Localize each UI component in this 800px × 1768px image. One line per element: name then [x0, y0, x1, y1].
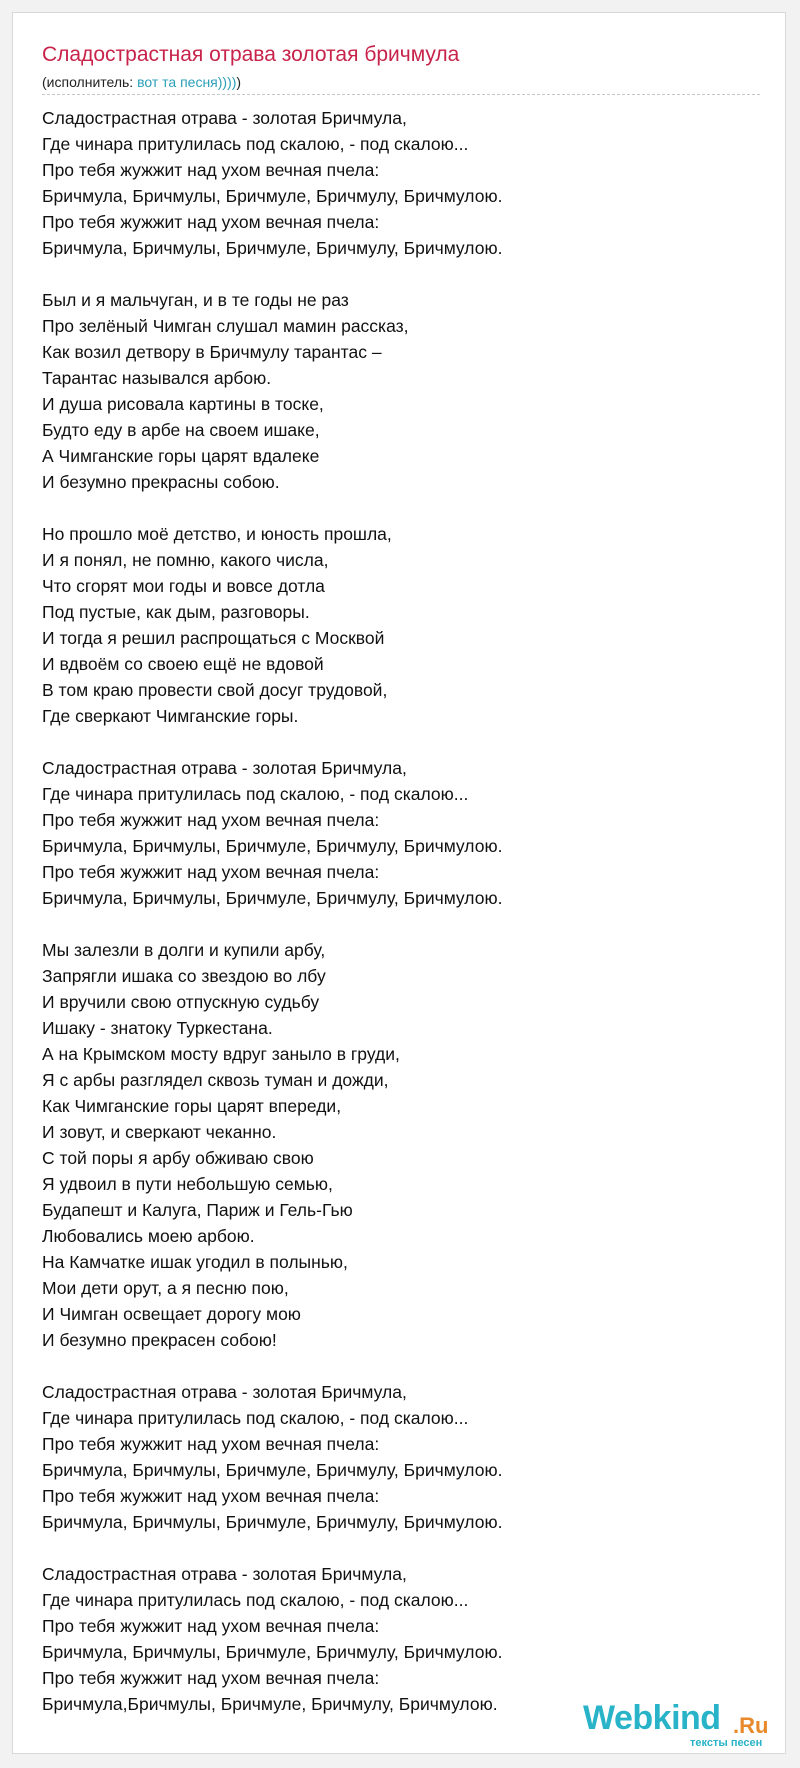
lyric-line: И я понял, не помню, какого числа, [42, 550, 329, 570]
lyric-line: Под пустые, как дым, разговоры. [42, 602, 310, 622]
lyric-line: Но прошло моё детство, и юность прошла, [42, 524, 392, 544]
lyric-line: И вручили свою отпускную судьбу [42, 992, 320, 1012]
lyric-line: Где чинара притулилась под скалою, - под скалою... [42, 1590, 469, 1610]
lyric-line: Бричмула,Бричмулы, Бричмуле, Бричмулу, Бричмулою. [42, 1694, 498, 1714]
lyrics-text [42, 105, 772, 1717]
dashed-divider [42, 94, 760, 95]
lyric-line: В том краю провести свой досуг трудовой, [42, 680, 388, 700]
lyric-line: Был и я мальчуган, и в те годы не раз [42, 290, 349, 310]
lyric-line: Где сверкают Чимганские горы. [42, 706, 299, 726]
lyric-line: Сладострастная отрава - золотая Бричмула, [42, 758, 407, 778]
lyric-line: Про тебя жужжит над ухом вечная пчела: [42, 862, 380, 882]
lyric-line: Бричмула, Бричмулы, Бричмуле, Бричмулу, Бричмулою. [42, 186, 503, 206]
lyric-line: Я удвоил в пути небольшую семью, [42, 1174, 333, 1194]
lyric-line: Про тебя жужжит над ухом вечная пчела: [42, 1668, 380, 1688]
lyric-line: Бричмула, Бричмулы, Бричмуле, Бричмулу, Бричмулою. [42, 1460, 503, 1480]
webkind-logo[interactable] [583, 1699, 783, 1749]
lyric-line: Про тебя жужжит над ухом вечная пчела: [42, 1434, 380, 1454]
lyric-line: На Камчатке ишак угодил в полынью, [42, 1252, 348, 1272]
artist-line [42, 74, 241, 90]
lyric-line: Про тебя жужжит над ухом вечная пчела: [42, 212, 380, 232]
lyric-line: Мои дети орут, а я песню пою, [42, 1278, 289, 1298]
artist-link[interactable]: вот та песня)))) [137, 74, 237, 90]
logo-tagline: тексты песен [690, 1737, 763, 1749]
lyric-line: Бричмула, Бричмулы, Бричмуле, Бричмулу, Бричмулою. [42, 836, 503, 856]
lyric-line: Сладострастная отрава - золотая Бричмула, [42, 1382, 407, 1402]
lyrics-card [12, 12, 786, 1754]
lyric-line: Про тебя жужжит над ухом вечная пчела: [42, 1486, 380, 1506]
stanza-gap [42, 261, 772, 287]
lyric-line: Что сгорят мои годы и вовсе дотла [42, 576, 325, 596]
stanza-gap [42, 1353, 772, 1379]
lyric-line: И душа рисовала картины в тоске, [42, 394, 324, 414]
lyric-line: Любовались моею арбою. [42, 1226, 255, 1246]
lyric-line: И вдвоём со своею ещё не вдовой [42, 654, 324, 674]
lyric-line: Где чинара притулилась под скалою, - под скалою... [42, 1408, 469, 1428]
lyric-line: Сладострастная отрава - золотая Бричмула, [42, 1564, 407, 1584]
stanza-gap [42, 911, 772, 937]
lyric-line: И безумно прекрасны собою. [42, 472, 280, 492]
lyric-line: Где чинара притулилась под скалою, - под скалою... [42, 134, 469, 154]
lyric-line: И зовут, и сверкают чеканно. [42, 1122, 277, 1142]
lyric-line: Бричмула, Бричмулы, Бричмуле, Бричмулу, Бричмулою. [42, 1512, 503, 1532]
lyric-line: Будто еду в арбе на своем ишаке, [42, 420, 320, 440]
logo-tld: .Ru [733, 1713, 769, 1738]
lyric-line: Про зелёный Чимган слушал мамин рассказ, [42, 316, 409, 336]
lyric-line: Мы залезли в долги и купили арбу, [42, 940, 326, 960]
lyric-line: Я с арбы разглядел сквозь туман и дожди, [42, 1070, 389, 1090]
lyric-line: Как возил детвору в Бричмулу тарантас – [42, 342, 382, 362]
stanza-gap [42, 729, 772, 755]
artist-prefix: (исполнитель: [42, 74, 138, 90]
lyric-line: Сладострастная отрава - золотая Бричмула, [42, 108, 407, 128]
lyric-line: Тарантас назывался арбою. [42, 368, 272, 388]
lyric-line: Запрягли ишака со звездою во лбу [42, 966, 326, 986]
lyric-line: Бричмула, Бричмулы, Бричмуле, Бричмулу, Бричмулою. [42, 888, 503, 908]
lyric-line: Бричмула, Бричмулы, Бричмуле, Бричмулу, Бричмулою. [42, 1642, 503, 1662]
lyric-line: Будапешт и Калуга, Париж и Гель-Гью [42, 1200, 353, 1220]
lyric-line: Про тебя жужжит над ухом вечная пчела: [42, 160, 380, 180]
lyric-line: Ишаку - знатоку Туркестана. [42, 1018, 273, 1038]
lyric-line: А Чимганские горы царят вдалеке [42, 446, 320, 466]
logo-word: Webkind [583, 1699, 721, 1737]
lyric-line: И тогда я решил распрощаться с Москвой [42, 628, 385, 648]
lyric-line: А на Крымском мосту вдруг заныло в груди, [42, 1044, 400, 1064]
artist-suffix: ) [236, 74, 242, 90]
lyric-line: И Чимган освещает дорогу мою [42, 1304, 301, 1324]
lyric-line: Как Чимганские горы царят впереди, [42, 1096, 342, 1116]
lyric-line: Где чинара притулилась под скалою, - под скалою... [42, 784, 469, 804]
lyric-line: И безумно прекрасен собою! [42, 1330, 277, 1350]
lyric-line: Про тебя жужжит над ухом вечная пчела: [42, 810, 380, 830]
lyric-line: Про тебя жужжит над ухом вечная пчела: [42, 1616, 380, 1636]
stanza-gap [42, 1535, 772, 1561]
lyric-line: Бричмула, Бричмулы, Бричмуле, Бричмулу, Бричмулою. [42, 238, 503, 258]
stanza-gap [42, 495, 772, 521]
lyric-line: С той поры я арбу обживаю свою [42, 1148, 314, 1168]
page-title: Сладострастная отрава золотая бричмула [42, 43, 460, 66]
